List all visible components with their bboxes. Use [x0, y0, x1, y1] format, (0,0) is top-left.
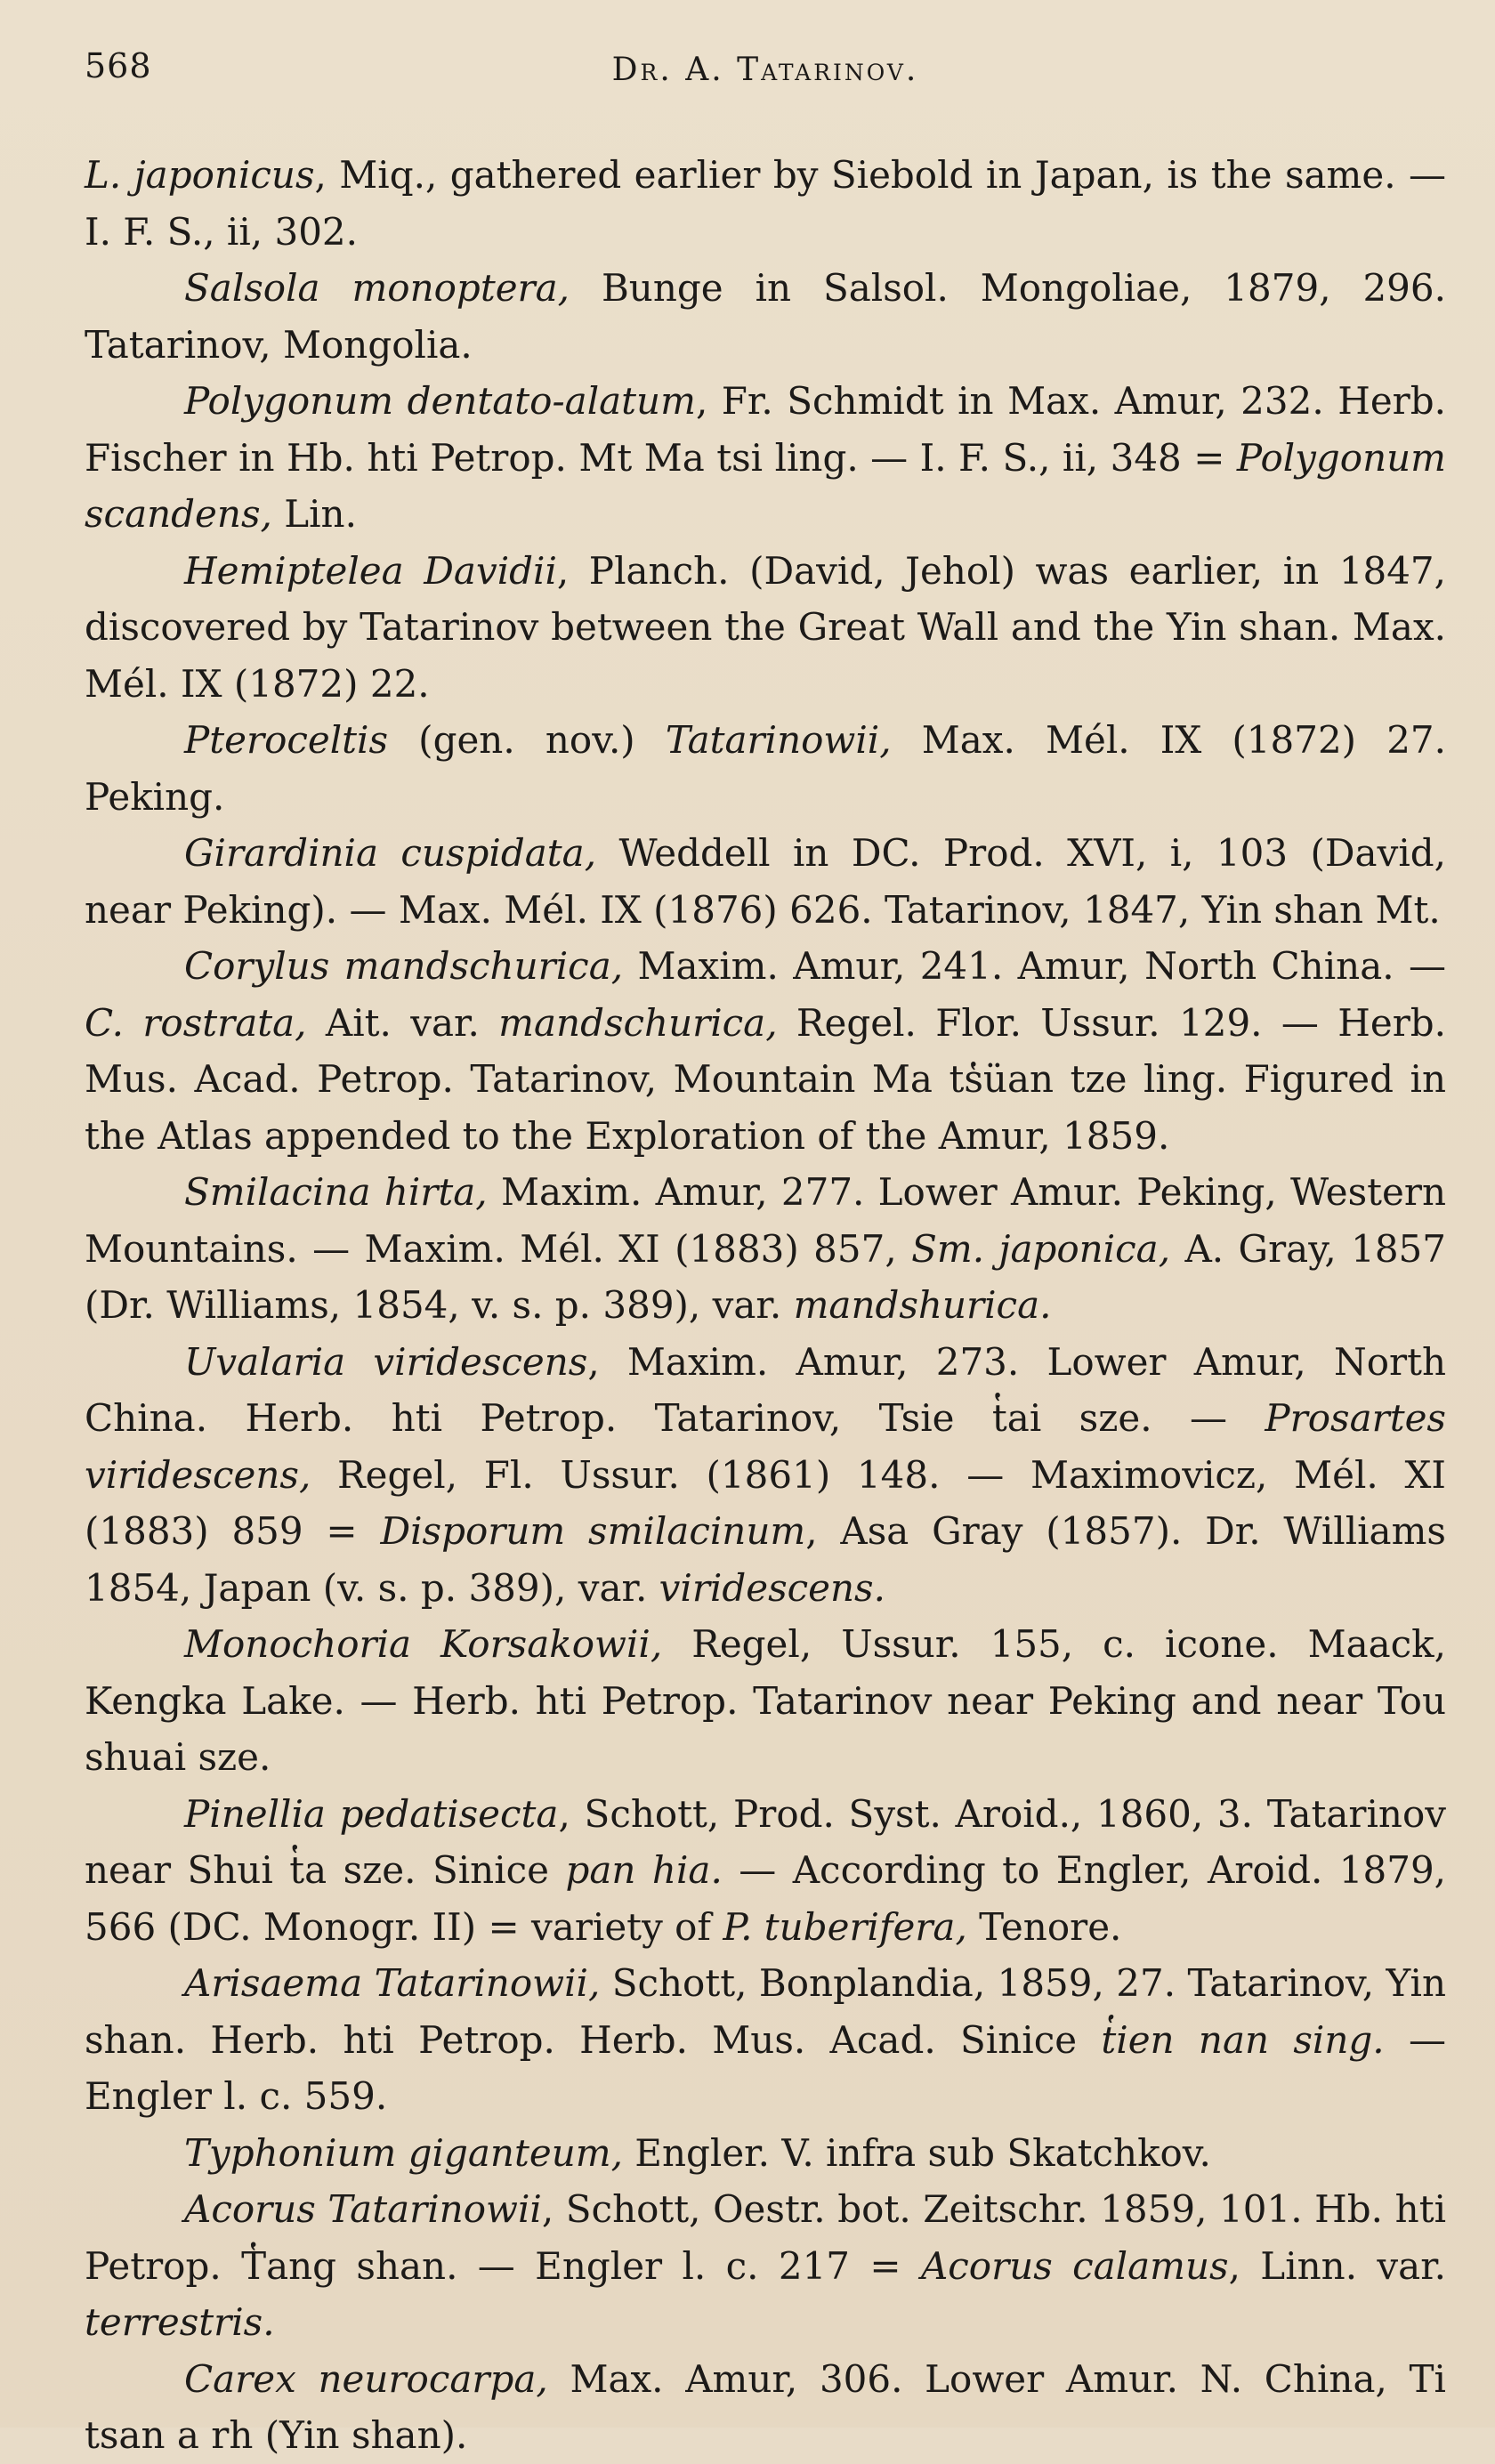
entry-text: Regel. Flor. Ussur. 129. — Herb. Mus. Acad. Petrop. Tatarinov, Mountain Ma ts̔üan tze ling. Figured in the Atlas appended to the Exploration of the Amur, 1859.: [85, 1000, 1447, 1158]
entry-monochoria-korsakowii: [85, 1616, 1446, 1786]
entry-text: , Asa Gray (1857). Dr. Williams 1854, Japan (v. s. p. 389), var.: [85, 1509, 1446, 1610]
entry-lead: Pteroceltis: [184, 718, 389, 762]
entry-lead: L. japonicus: [85, 153, 315, 197]
entry-italic: Sm. japonica,: [911, 1226, 1171, 1271]
entry-italic: terrestris.: [85, 2300, 275, 2344]
entry-lead: Acorus Tatarinowii: [184, 2187, 542, 2231]
entry-text: Ait. var.: [306, 1000, 499, 1045]
entry-typhonium-giganteum: [85, 2125, 1446, 2182]
entry-text: , Schott, Prod. Syst. Aroid., 1860, 3. Tatarinov near Shui t̔a sze. Sinice: [85, 1791, 1446, 1892]
entry-lead: Arisaema Tatarinowii,: [184, 1961, 601, 2005]
entry-lead: Salsola monoptera,: [184, 266, 570, 310]
entry-lead: Corylus mandschurica,: [184, 944, 624, 988]
entry-text: (gen. nov.): [388, 718, 666, 762]
entry-hemiptelea-davidii: [85, 543, 1446, 713]
entry-lead: Polygonum dentato-alatum: [184, 379, 696, 423]
entry-text: Lin.: [271, 492, 357, 536]
entry-italic: Prosartes viridescens,: [85, 1396, 1446, 1497]
entry-italic: t̔ien nan sing.: [1101, 2017, 1385, 2062]
entry-lead: Typhonium giganteum,: [184, 2130, 623, 2175]
entry-text: Max. Mél. IX (1872) 27. Peking.: [85, 718, 1447, 819]
entry-text: A. Gray, 1857 (Dr. Williams, 1854, v. s. p. 389), var.: [85, 1226, 1446, 1327]
entry-pteroceltis-tatarinowii: [85, 712, 1446, 825]
entry-corylus-mandschurica: [85, 938, 1446, 1164]
entry-italic: mandschurica,: [498, 1000, 778, 1045]
entry-italic: viridescens.: [659, 1565, 885, 1610]
entry-text: , Maxim. Amur, 273. Lower Amur, North China. Herb. hti Petrop. Tatarinov, Tsie t̔ai sze. —: [85, 1339, 1447, 1440]
entry-italic: Disporum smilacinum: [380, 1509, 806, 1553]
entry-text: Schott, Bonplandia, 1859, 27. Tatarinov, Yin shan. Herb. hti Petrop. Herb. Mus. Acad. Sinice: [85, 1961, 1446, 2062]
running-head: Dr. A. Tatarinov.: [611, 52, 919, 88]
entry-text: Regel, Fl. Ussur. (1861) 148. — Maximovicz, Mél. XI (1883) 859 =: [85, 1452, 1446, 1553]
entry-italic: mandshurica.: [793, 1283, 1052, 1327]
entry-text: Weddell in DC. Prod. XVI, i, 103 (David, near Peking). — Max. Mél. IX (1876) 626. Tatarinov, 1847, Yin shan Mt.: [85, 831, 1446, 932]
entry-italic: C. rostrata,: [85, 1000, 307, 1045]
entry-text: Maxim. Amur, 241. Amur, North China. —: [623, 944, 1447, 988]
entry-italic: P. tuberifera,: [723, 1904, 967, 1949]
entry-italic: Polygonum scandens,: [85, 435, 1446, 536]
entry-lead: Girardinia cuspidata,: [184, 831, 597, 875]
entry-text: Regel, Ussur. 155, c. icone. Maack, Kengka Lake. — Herb. hti Petrop. Tatarinov near Peking and near Tou shuai sze.: [85, 1622, 1446, 1779]
entry-text: Engler. V. infra sub Skatchkov.: [622, 2130, 1211, 2175]
entry-text: , Planch. (David, Jehol) was earlier, in 1847, discovered by Tatarinov between the Great Wall and the Yin shan. Max. Mél. IX (1872) 22.: [85, 548, 1447, 706]
entry-text: , Linn. var.: [1228, 2243, 1447, 2288]
entry-lilium-japonicus: [85, 147, 1446, 260]
entry-lead: Monochoria Korsakowii,: [184, 1622, 663, 1666]
page-number: 568: [85, 46, 152, 85]
entry-text: Maxim. Amur, 277. Lower Amur. Peking, Western Mountains. — Maxim. Mél. XI (1883) 857,: [85, 1170, 1447, 1271]
entry-italic: Acorus calamus: [920, 2243, 1229, 2288]
body-text: [85, 147, 1446, 2464]
entry-lead: Carex neurocarpa,: [184, 2356, 548, 2401]
entry-text: , Schott, Oestr. bot. Zeitschr. 1859, 101. Hb. hti Petrop. T̔ang shan. — Engler l. c. 217 =: [85, 2187, 1447, 2288]
entry-lead: Pinellia pedatisecta: [184, 1791, 559, 1836]
entry-salsola-monoptera: [85, 260, 1446, 373]
entry-text: Bunge in Salsol. Mongoliae, 1879, 296. Tatarinov, Mongolia.: [85, 266, 1446, 367]
entry-smilacina-hirta: [85, 1164, 1446, 1334]
entry-text: — Engler l. c. 559.: [85, 2017, 1446, 2118]
entry-italic: Tatarinowii,: [665, 718, 892, 762]
entry-lead: Uvalaria viridescens: [184, 1339, 588, 1384]
entry-pinellia-pedatisecta: [85, 1786, 1446, 1956]
entry-uvalaria-viridescens: [85, 1334, 1446, 1617]
entry-arisaema-tatarinowii: [85, 1955, 1446, 2125]
entry-polygonum-dentato-alatum: [85, 373, 1446, 543]
entry-girardinia-cuspidata: [85, 825, 1446, 938]
entry-text: , Miq., gathered earlier by Siebold in Japan, is the same. — I. F. S., ii, 302.: [85, 153, 1446, 254]
entry-lead: Hemiptelea Davidii: [184, 548, 557, 593]
entry-carex-neurocarpa: [85, 2351, 1446, 2464]
entry-text: Tenore.: [966, 1904, 1122, 1949]
page-header: [85, 46, 1446, 100]
entry-text: — According to Engler, Aroid. 1879, 566 (DC. Monogr. II) = variety of: [85, 1848, 1447, 1949]
entry-lead: Smilacina hirta,: [184, 1170, 488, 1214]
entry-text: , Fr. Schmidt in Max. Amur, 232. Herb. Fischer in Hb. hti Petrop. Mt Ma tsi ling. — I. F. S., ii, 348 =: [85, 379, 1446, 480]
entry-acorus-tatarinowii: [85, 2181, 1446, 2351]
entry-italic: pan hia.: [565, 1848, 723, 1892]
entry-text: Max. Amur, 306. Lower Amur. N. China, Ti tsan a rh (Yin shan).: [85, 2356, 1446, 2457]
